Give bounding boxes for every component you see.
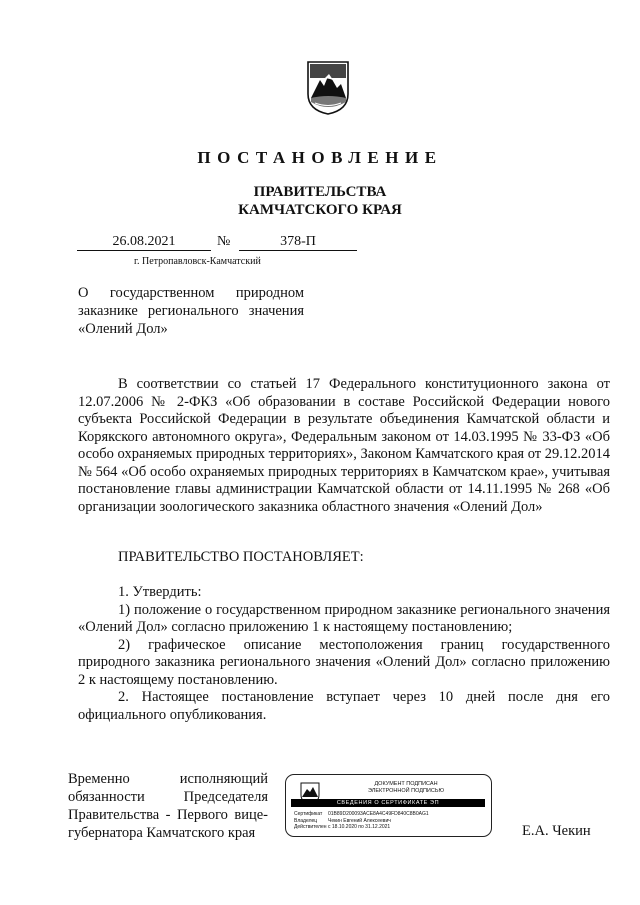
signer-line: Временно исполняющий bbox=[68, 771, 268, 787]
number-sign: № bbox=[217, 234, 231, 249]
document-number: 378-П bbox=[239, 234, 357, 251]
stamp-heading bbox=[324, 781, 488, 795]
stamp-row-value: Чекин Евгений Алексеевич bbox=[328, 817, 391, 824]
signer-position bbox=[68, 770, 268, 842]
stamp-heading-line: ЭЛЕКТРОННОЙ ПОДПИСЬЮ bbox=[367, 788, 445, 794]
document-subject: О государственном природном заказнике регионального значения «Олений Дол» bbox=[78, 285, 304, 337]
city-of-issue: г. Петропавловск-Камчатский bbox=[134, 256, 261, 267]
signer-line: обязанности Председателя bbox=[68, 789, 268, 805]
resolution-item: 2) графическое описание местоположения границ государственного природного заказника регионального значения «Олений Дол» согласно приложению 2 к настоящему постановлению. bbox=[78, 636, 610, 688]
signer-line: Правительства - Первого вице- bbox=[68, 807, 268, 823]
stamp-certificate-bar: СВЕДЕНИЯ О СЕРТИФИКАТЕ ЭП bbox=[291, 799, 485, 807]
resolution-item: 1. Утвердить: bbox=[118, 584, 202, 600]
stamp-certificate-details bbox=[294, 811, 429, 831]
stamp-heading-line: ДОКУМЕНТ ПОДПИСАН bbox=[374, 781, 438, 787]
electronic-signature-stamp bbox=[285, 774, 492, 837]
resolution-item: 2. Настоящее постановление вступает через 10 дней после дня его официального опубликования. bbox=[78, 689, 610, 723]
resolution-item: 1) положение о государственном природном заказнике регионального значения «Олений Дол» согласно приложению 1 к настоящему постановлению; bbox=[78, 601, 610, 635]
signer-line: губернатора Камчатского края bbox=[68, 825, 256, 841]
document-type-title: ПОСТАНОВЛЕНИЕ bbox=[197, 148, 443, 167]
issuer-line-2: КАМЧАТСКОГО КРАЯ bbox=[238, 202, 402, 218]
stamp-row-value: 01B89D200093ACE8A4C49FD840C8B0AG1 bbox=[328, 811, 429, 817]
stamp-row-key: Сертификат bbox=[294, 811, 323, 817]
resolves-heading: ПРАВИТЕЛЬСТВО ПОСТАНОВЛЯЕТ: bbox=[118, 549, 364, 565]
kamchatka-coat-of-arms-icon bbox=[305, 58, 351, 116]
stamp-row bbox=[294, 824, 429, 831]
preamble bbox=[78, 376, 610, 516]
preamble-paragraph: В соответствии со статьей 17 Федерального конституционного закона от 12.07.2006 № 2-ФКЗ «Об образовании в составе Российской Федерации нового субъекта Российской Федерации в результате объединения Камчатской области и Корякского автономного округа», Федеральным законом от 14.03.1995 № 33-ФЗ «Об особо охраняемых природных территориях», Законом Камчатского края от 29.12.2014 № 564 «Об особо охраняемых природных территориях в Камчатском крае», учитывая постановление главы администрации Камчатской области от 14.11.1995 № 268 «Об организации зоологического заказника областного значения «Олений Дол» bbox=[78, 376, 610, 515]
stamp-row-key: Владелец bbox=[294, 817, 318, 824]
stamp-row-key: Действителен bbox=[294, 824, 327, 830]
document-date: 26.08.2021 bbox=[77, 234, 211, 251]
resolution-items bbox=[78, 584, 610, 724]
stamp-row-value: с 18.10.2020 по 31.12.2021 bbox=[328, 824, 391, 830]
issuer-line-1: ПРАВИТЕЛЬСТВА bbox=[253, 184, 387, 200]
signer-name: Е.А. Чекин bbox=[522, 823, 591, 839]
